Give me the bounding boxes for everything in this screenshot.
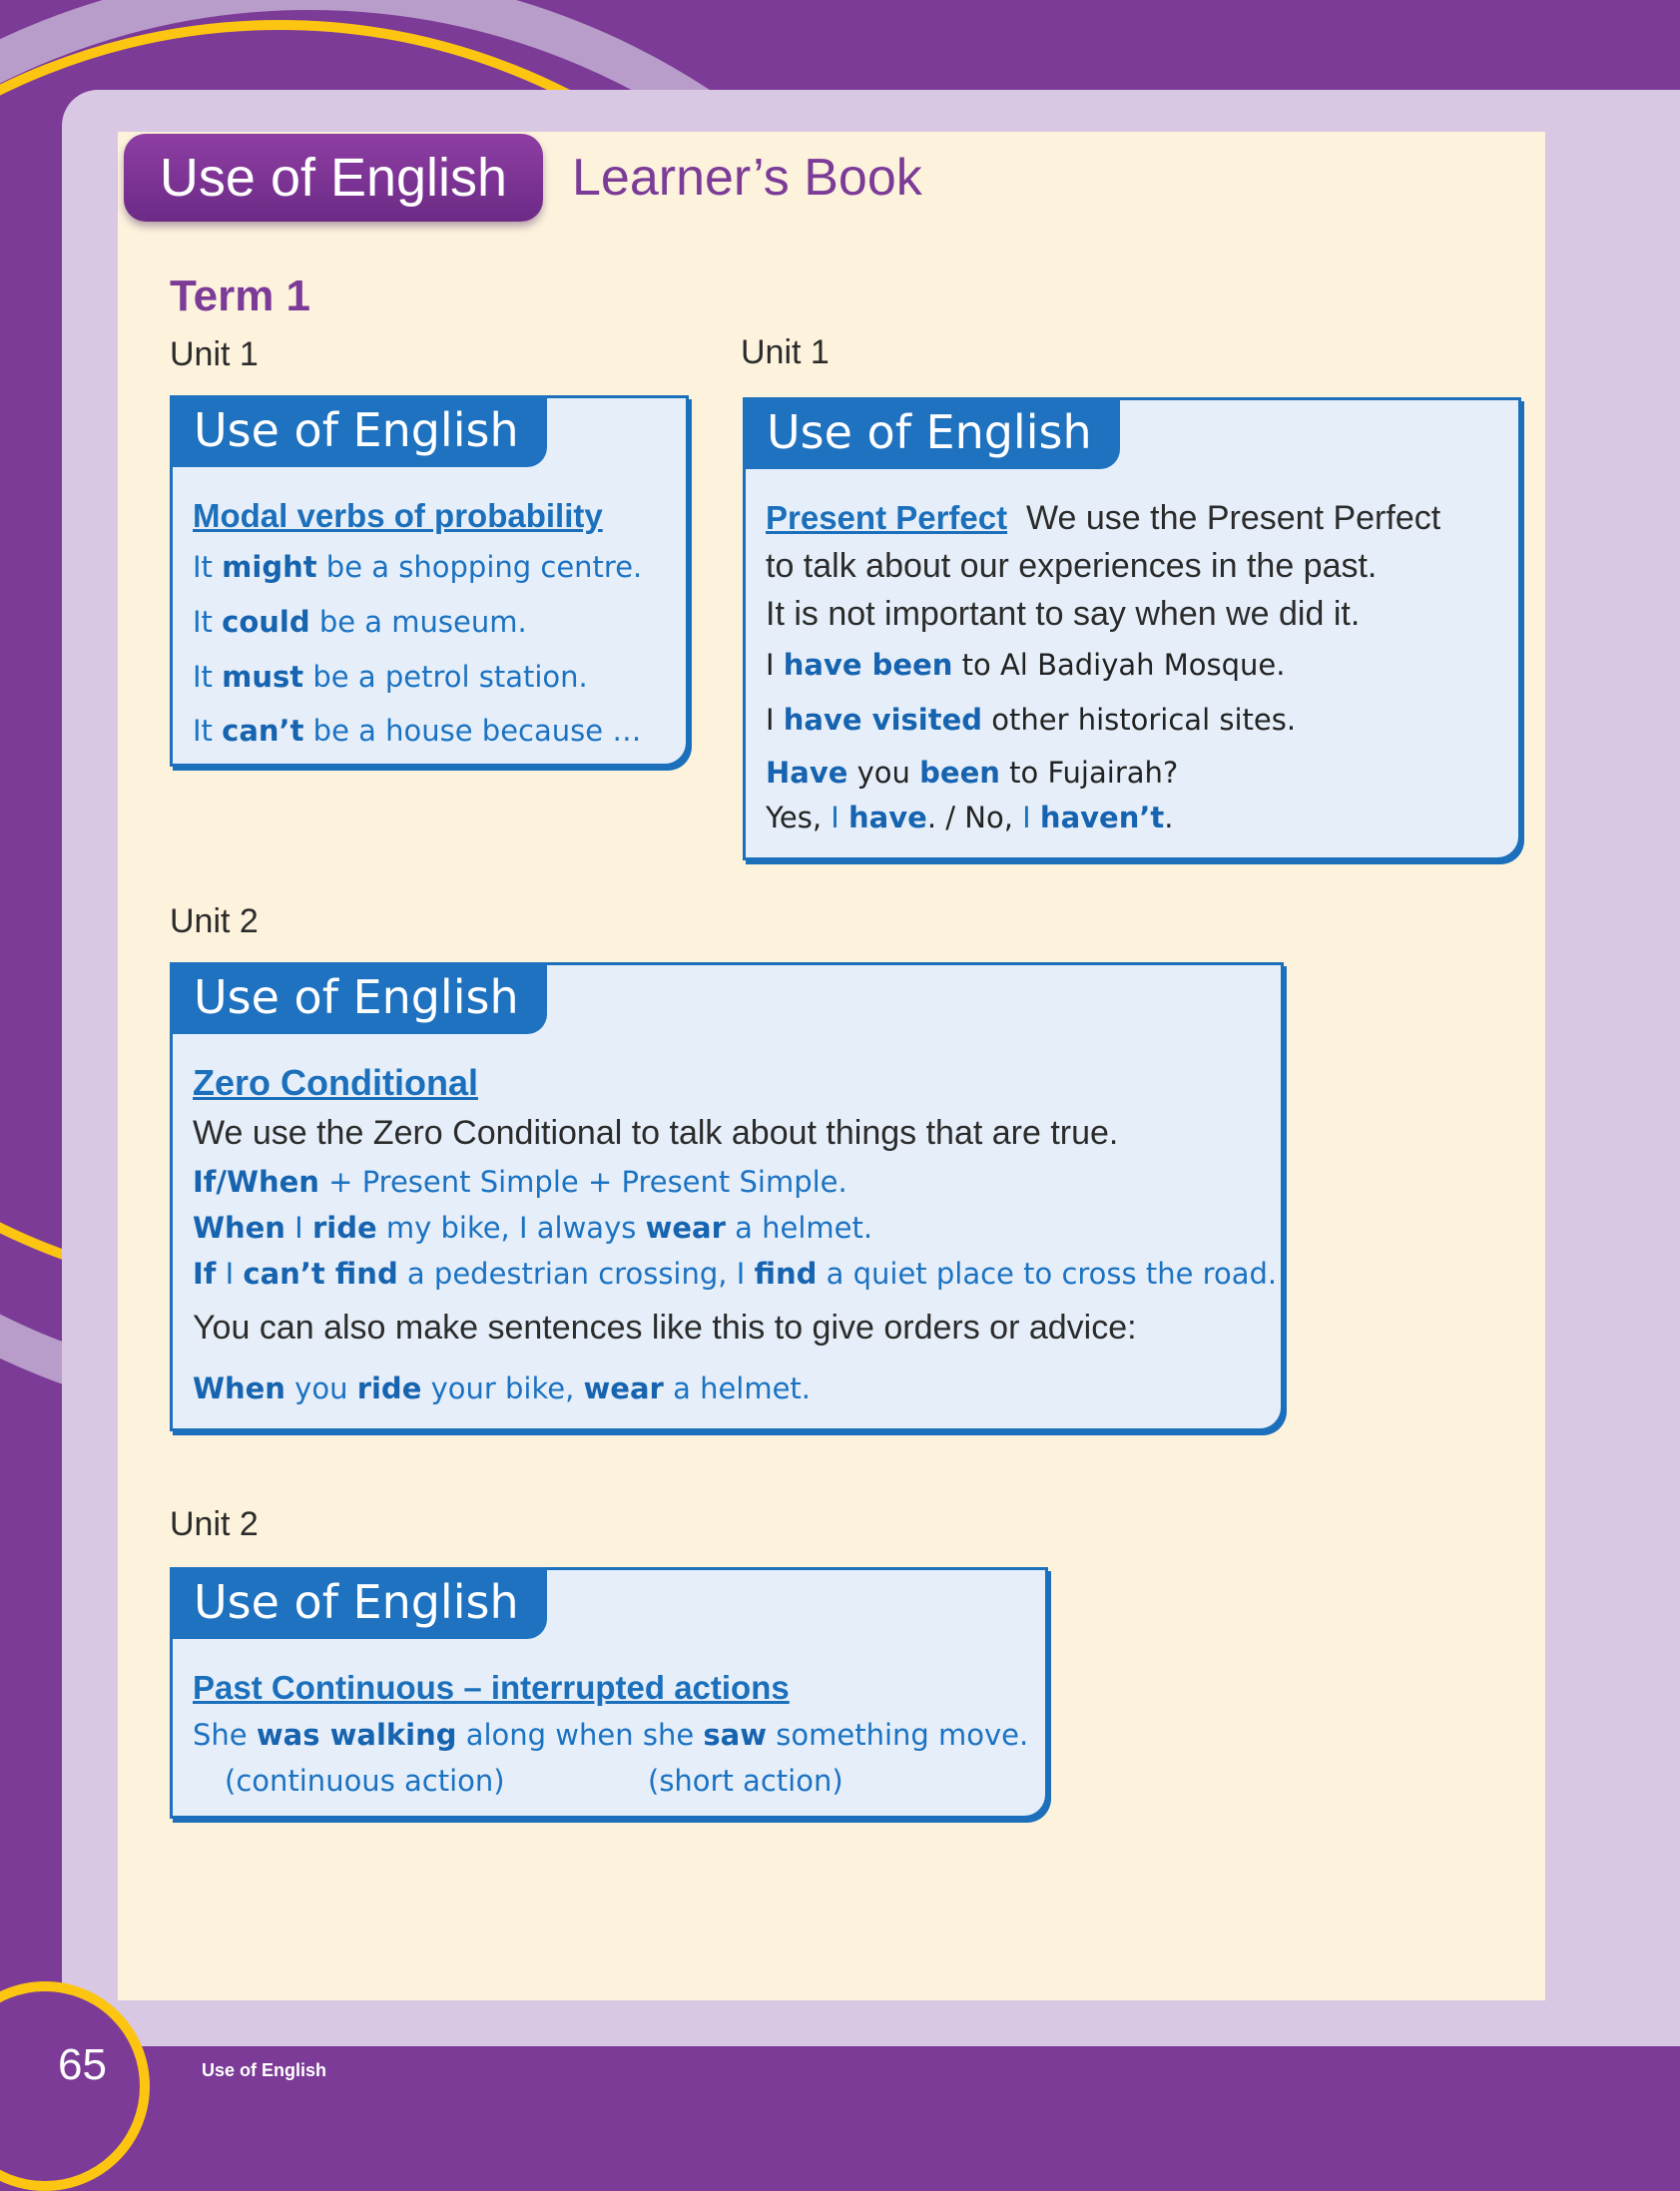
- example-line: She was walking along when she saw something move.: [193, 1718, 1029, 1752]
- example-line: I have visited other historical sites.: [766, 703, 1297, 737]
- use-of-english-box-zero-conditional: [170, 962, 1284, 1431]
- example-line: When I ride my bike, I always wear a helmet.: [193, 1211, 873, 1245]
- unit-label: Unit 2: [170, 1505, 259, 1543]
- box-heading: Modal verbs of probability: [193, 497, 603, 534]
- example-line: It must be a petrol station.: [193, 660, 588, 694]
- unit-label: Unit 2: [170, 902, 259, 940]
- example-line: Have you been to Fujairah?: [766, 756, 1179, 790]
- example-line: It might be a shopping centre.: [193, 550, 643, 584]
- example-line: If I can’t find a pedestrian crossing, I find a quiet place to cross the road.: [193, 1257, 1278, 1291]
- use-of-english-box-modal-verbs: [170, 395, 689, 767]
- example-line: It could be a museum.: [193, 605, 527, 639]
- explanation-line: Present Perfect We use the Present Perfect: [766, 499, 1441, 537]
- example-line: It can’t be a house because …: [193, 714, 642, 748]
- book-title: Learner’s Book: [572, 149, 922, 207]
- example-line: When you ride your bike, wear a helmet.: [193, 1371, 812, 1405]
- unit-label: Unit 1: [170, 335, 259, 373]
- box-heading: Past Continuous – interrupted actions: [193, 1669, 790, 1706]
- use-of-english-box-present-perfect: [743, 397, 1521, 860]
- title-pill: Use of English: [124, 134, 543, 222]
- short-action-note: (short action): [648, 1764, 843, 1798]
- explanation-line: to talk about our experiences in the past.: [766, 547, 1378, 585]
- explanation-line: You can also make sentences like this to give orders or advice:: [193, 1309, 1137, 1347]
- box-heading: Zero Conditional: [193, 1062, 478, 1103]
- box-heading: Present Perfect: [766, 499, 1008, 536]
- box-tab: Use of English: [743, 397, 1120, 469]
- page-number: 65: [58, 2040, 107, 2089]
- explanation-line: We use the Zero Conditional to talk about things that are true.: [193, 1114, 1119, 1152]
- example-line: Yes, I have. / No, I haven’t.: [766, 801, 1174, 834]
- box-tab: Use of English: [170, 395, 547, 467]
- box-tab: Use of English: [170, 1567, 547, 1639]
- example-line: If/When + Present Simple + Present Simple.: [193, 1165, 847, 1199]
- use-of-english-box-past-continuous: [170, 1567, 1048, 1819]
- term-heading: Term 1: [170, 272, 311, 320]
- explanation-line: It is not important to say when we did it.: [766, 595, 1361, 633]
- annotation-line: [193, 1758, 1033, 1804]
- continuous-action-note: (continuous action): [225, 1764, 505, 1798]
- unit-label: Unit 1: [741, 333, 830, 371]
- footer-section-label: Use of English: [202, 2060, 327, 2080]
- example-line: I have been to Al Badiyah Mosque.: [766, 648, 1286, 682]
- box-tab: Use of English: [170, 962, 547, 1034]
